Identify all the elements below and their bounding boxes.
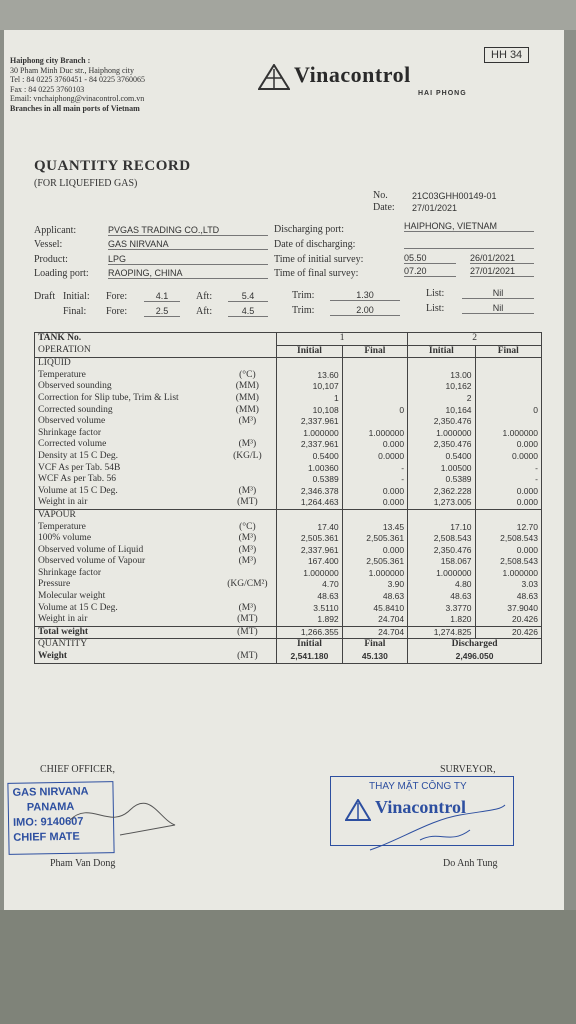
branch-email: Email: vnchaiphong@vinacontrol.com.vn bbox=[10, 94, 145, 103]
table-row bbox=[35, 533, 542, 545]
cell-tank2-initial: 1,273.005 bbox=[408, 497, 475, 509]
final-trim-label: Trim: bbox=[292, 305, 315, 316]
table-row bbox=[35, 370, 542, 382]
row-label: VAPOUR bbox=[35, 509, 219, 521]
record-date-label: Date: bbox=[373, 202, 395, 213]
cell-tank2-initial: 4.80 bbox=[408, 579, 475, 591]
product-value: LPG bbox=[108, 254, 268, 265]
cell-tank1-final bbox=[342, 381, 407, 393]
row-label: Corrected volume bbox=[35, 439, 219, 451]
product-label: Product: bbox=[34, 254, 68, 265]
section-liquid bbox=[35, 358, 542, 370]
discharging-port-value: HAIPHONG, VIETNAM bbox=[404, 221, 534, 232]
cell-tank1-initial: 0.5400 bbox=[277, 451, 342, 463]
cell-tank1-final: 48.63 bbox=[342, 591, 407, 603]
branch-tel: Tel : 84 0225 3760451 - 84 0225 3760065 bbox=[10, 75, 145, 84]
quantity-label: QUANTITY bbox=[35, 639, 219, 651]
final-survey-time: 07.20 bbox=[404, 266, 456, 277]
cell-tank2-final: 3.03 bbox=[475, 579, 541, 591]
stamp-flag: PANAMA bbox=[26, 800, 75, 814]
quantity-final-header: Final bbox=[342, 639, 407, 651]
initial-list-label: List: bbox=[426, 288, 445, 299]
cell-tank2-final: 1.000000 bbox=[475, 568, 541, 580]
row-label: Shrinkage factor bbox=[35, 428, 219, 440]
row-unit: (M³) bbox=[219, 545, 277, 557]
branch-fax: Fax : 84 0225 3760103 bbox=[10, 84, 85, 94]
row-label: Observed volume bbox=[35, 416, 219, 428]
cell-tank1-final: 0.000 bbox=[342, 439, 407, 451]
table-row bbox=[35, 405, 542, 417]
surveyor-signature bbox=[360, 800, 510, 865]
cell-tank1-final: 0.000 bbox=[342, 497, 407, 509]
row-unit: (M³) bbox=[219, 416, 277, 428]
cell-tank2-final: 0.000 bbox=[475, 439, 541, 451]
surveyor-name: Do Anh Tung bbox=[443, 858, 498, 869]
row-unit: (MM) bbox=[219, 381, 277, 393]
cell-tank1-final: - bbox=[342, 474, 407, 486]
table-row bbox=[35, 603, 542, 615]
row-unit bbox=[219, 509, 277, 521]
cell-tank1-final: - bbox=[342, 463, 407, 475]
branch-address-block bbox=[10, 56, 230, 113]
operation-label: OPERATION bbox=[35, 345, 219, 358]
cell-tank1-initial bbox=[277, 358, 342, 370]
cell-tank2-final: 20.426 bbox=[475, 626, 541, 639]
cell-tank2-initial bbox=[408, 358, 475, 370]
final-survey-label: Time of final survey: bbox=[274, 268, 359, 279]
cell-tank1-initial: 48.63 bbox=[277, 591, 342, 603]
stamp-imo: IMO: 9140607 bbox=[12, 815, 84, 829]
row-label: Temperature bbox=[35, 522, 219, 534]
row-label: Shrinkage factor bbox=[35, 568, 219, 580]
row-unit: (M³) bbox=[219, 486, 277, 498]
background-bottom bbox=[0, 910, 576, 1024]
row-label: Observed volume of Vapour bbox=[35, 556, 219, 568]
cell-tank2-initial: 2,508.543 bbox=[408, 533, 475, 545]
cell-tank2-final: 48.63 bbox=[475, 591, 541, 603]
stamp-company-line: THAY MẶT CÔNG TY bbox=[369, 781, 467, 792]
cell-tank2-initial: 1,274.825 bbox=[408, 626, 475, 639]
cell-tank1-initial: 10,108 bbox=[277, 405, 342, 417]
cell-tank1-initial bbox=[277, 509, 342, 521]
cell-tank2-initial: 158.067 bbox=[408, 556, 475, 568]
cell-tank1-initial: 2,337.961 bbox=[277, 416, 342, 428]
cell-tank1-final: 0.000 bbox=[342, 545, 407, 557]
initial-fore-label: Fore: bbox=[106, 291, 128, 302]
row-unit: (MM) bbox=[219, 393, 277, 405]
cell-tank1-final: 0 bbox=[342, 405, 407, 417]
row-unit: (MM) bbox=[219, 405, 277, 417]
row-label: Density at 15 C Deg. bbox=[35, 451, 219, 463]
cell-tank2-initial: 2,362.228 bbox=[408, 486, 475, 498]
form-code: HH 34 bbox=[484, 47, 529, 63]
row-label: Observed volume of Liquid bbox=[35, 545, 219, 557]
cell-tank1-initial: 1.00360 bbox=[277, 463, 342, 475]
cell-tank2-final bbox=[475, 393, 541, 405]
chief-officer-label: CHIEF OFFICER, bbox=[40, 764, 116, 775]
draft-label: Draft bbox=[34, 291, 56, 302]
cell-tank1-initial: 2,346.378 bbox=[277, 486, 342, 498]
initial-list-value: Nil bbox=[462, 288, 534, 299]
cell-tank2-final: 0.0000 bbox=[475, 451, 541, 463]
cell-tank2-initial: 3.3770 bbox=[408, 603, 475, 615]
table-row bbox=[35, 522, 542, 534]
draft-final-label: Final: bbox=[63, 306, 87, 317]
cell-tank2-final: 0.000 bbox=[475, 486, 541, 498]
initial-survey-date: 26/01/2021 bbox=[470, 253, 534, 264]
row-unit: (KG/CM²) bbox=[219, 579, 277, 591]
table-row bbox=[35, 579, 542, 591]
cell-tank1-initial: 2,505.361 bbox=[277, 533, 342, 545]
cell-tank1-final: 0.000 bbox=[342, 486, 407, 498]
loading-port-value: RAOPING, CHINA bbox=[108, 268, 268, 279]
discharging-port-label: Discharging port: bbox=[274, 224, 345, 235]
cell-tank1-final: 2,505.361 bbox=[342, 533, 407, 545]
cell-tank2-initial: 17.10 bbox=[408, 522, 475, 534]
cell-tank2-final bbox=[475, 381, 541, 393]
row-label: Observed sounding bbox=[35, 381, 219, 393]
cell-tank1-final bbox=[342, 416, 407, 428]
final-fore-label: Fore: bbox=[106, 306, 128, 317]
row-label: Temperature bbox=[35, 370, 219, 382]
cell-tank1-final: 24.704 bbox=[342, 626, 407, 639]
cell-tank1-initial: 13.60 bbox=[277, 370, 342, 382]
tank-2-final-header: Final bbox=[475, 345, 541, 358]
quantity-header-row bbox=[35, 639, 542, 651]
cell-tank1-final bbox=[342, 509, 407, 521]
quantity-initial-header: Initial bbox=[277, 639, 342, 651]
surveyor-label: SURVEYOR, bbox=[440, 764, 496, 775]
tank-2-initial-header: Initial bbox=[408, 345, 475, 358]
branch-address: 30 Pham Minh Duc str., Haiphong city bbox=[10, 65, 134, 75]
row-unit bbox=[219, 591, 277, 603]
applicant-value: PVGAS TRADING CO.,LTD bbox=[108, 225, 268, 236]
table-header-tank bbox=[35, 333, 542, 346]
final-fore-value: 2.5 bbox=[144, 306, 180, 317]
table-row bbox=[35, 451, 542, 463]
cell-tank1-initial: 10,107 bbox=[277, 381, 342, 393]
branches-note: Branches in all main ports of Vietnam bbox=[10, 103, 140, 113]
row-unit: (M³) bbox=[219, 556, 277, 568]
initial-trim-label: Trim: bbox=[292, 290, 315, 301]
weight-discharged: 2,496.050 bbox=[408, 651, 542, 663]
cell-tank2-final bbox=[475, 416, 541, 428]
cell-tank1-initial: 1.892 bbox=[277, 614, 342, 626]
cell-tank2-initial: 1.820 bbox=[408, 614, 475, 626]
row-label: Molecular weight bbox=[35, 591, 219, 603]
row-label: VCF As per Tab. 54B bbox=[35, 463, 219, 475]
document-title: QUANTITY RECORD bbox=[34, 158, 191, 174]
cell-tank2-initial: 0.5400 bbox=[408, 451, 475, 463]
cell-tank2-final: 20.426 bbox=[475, 614, 541, 626]
table-row bbox=[35, 591, 542, 603]
cell-tank1-initial: 167.400 bbox=[277, 556, 342, 568]
cell-tank2-initial: 1.000000 bbox=[408, 568, 475, 580]
cell-tank1-final bbox=[342, 393, 407, 405]
row-label: Volume at 15 C Deg. bbox=[35, 486, 219, 498]
cell-tank2-initial: 1.00500 bbox=[408, 463, 475, 475]
cell-tank2-final: - bbox=[475, 463, 541, 475]
cell-tank2-initial: 2 bbox=[408, 393, 475, 405]
row-label: Total weight bbox=[35, 626, 219, 639]
row-unit bbox=[219, 358, 277, 370]
cell-tank2-initial: 2,350.476 bbox=[408, 416, 475, 428]
row-unit: (MT) bbox=[219, 614, 277, 626]
cell-tank1-initial: 1.000000 bbox=[277, 568, 342, 580]
cell-tank1-final: 1.000000 bbox=[342, 568, 407, 580]
cell-tank2-initial: 2,350.476 bbox=[408, 439, 475, 451]
cell-tank1-final bbox=[342, 358, 407, 370]
row-label: Volume at 15 C Deg. bbox=[35, 603, 219, 615]
total-weight-row bbox=[35, 626, 542, 639]
cell-tank2-final: 12.70 bbox=[475, 522, 541, 534]
final-list-label: List: bbox=[426, 303, 445, 314]
row-label: Corrected sounding bbox=[35, 405, 219, 417]
cell-tank2-initial: 48.63 bbox=[408, 591, 475, 603]
cell-tank1-initial: 4.70 bbox=[277, 579, 342, 591]
row-unit: (°C) bbox=[219, 522, 277, 534]
table-row bbox=[35, 416, 542, 428]
cell-tank1-final bbox=[342, 370, 407, 382]
cell-tank2-final bbox=[475, 509, 541, 521]
cell-tank1-initial: 1,266.355 bbox=[277, 626, 342, 639]
stamp-company-logo: Vinacontrol bbox=[375, 797, 467, 817]
cell-tank2-initial: 1.000000 bbox=[408, 428, 475, 440]
cell-tank2-initial: 0.5389 bbox=[408, 474, 475, 486]
cell-tank2-final bbox=[475, 370, 541, 382]
loading-port-label: Loading port: bbox=[34, 268, 89, 279]
initial-survey-label: Time of initial survey: bbox=[274, 254, 364, 265]
row-unit: (M³) bbox=[219, 533, 277, 545]
tank-1-initial-header: Initial bbox=[277, 345, 342, 358]
initial-aft-label: Aft: bbox=[196, 291, 213, 302]
initial-survey-time: 05.50 bbox=[404, 253, 456, 264]
initial-trim-value: 1.30 bbox=[330, 290, 400, 301]
table-row bbox=[35, 393, 542, 405]
tank-no-label: TANK No. bbox=[35, 333, 219, 346]
row-unit bbox=[219, 474, 277, 486]
table-row bbox=[35, 545, 542, 557]
row-unit: (°C) bbox=[219, 370, 277, 382]
draft-initial-label: Initial: bbox=[63, 291, 90, 302]
cell-tank2-initial: 13.00 bbox=[408, 370, 475, 382]
row-label: Pressure bbox=[35, 579, 219, 591]
table-row bbox=[35, 474, 542, 486]
initial-aft-value: 5.4 bbox=[228, 291, 268, 302]
vessel-label: Vessel: bbox=[34, 239, 63, 250]
row-unit bbox=[219, 463, 277, 475]
table-row bbox=[35, 614, 542, 626]
tank-1-final-header: Final bbox=[342, 345, 407, 358]
cell-tank1-initial: 2,337.961 bbox=[277, 545, 342, 557]
row-label: Correction for Slip tube, Trim & List bbox=[35, 393, 219, 405]
row-label: Weight in air bbox=[35, 497, 219, 509]
section-vapour bbox=[35, 509, 542, 521]
chief-officer-signature bbox=[60, 790, 180, 845]
row-unit: (MT) bbox=[219, 497, 277, 509]
row-unit: (M³) bbox=[219, 439, 277, 451]
quantity-discharged-header: Discharged bbox=[408, 639, 542, 651]
cell-tank1-final: 2,505.361 bbox=[342, 556, 407, 568]
row-unit bbox=[219, 568, 277, 580]
cell-tank1-initial: 1,264.463 bbox=[277, 497, 342, 509]
applicant-label: Applicant: bbox=[34, 225, 77, 236]
cell-tank1-initial: 0.5389 bbox=[277, 474, 342, 486]
background-top bbox=[0, 0, 576, 30]
table-row bbox=[35, 486, 542, 498]
cell-tank1-final: 45.8410 bbox=[342, 603, 407, 615]
cell-tank1-initial: 17.40 bbox=[277, 522, 342, 534]
tank-1-header: 1 bbox=[277, 333, 408, 346]
cell-tank2-final: 2,508.543 bbox=[475, 533, 541, 545]
cell-tank2-final: 0.000 bbox=[475, 497, 541, 509]
row-label: LIQUID bbox=[35, 358, 219, 370]
weight-initial: 2,541.180 bbox=[277, 651, 342, 663]
row-label: 100% volume bbox=[35, 533, 219, 545]
record-date: 27/01/2021 bbox=[412, 203, 458, 213]
cell-tank2-final: 0.000 bbox=[475, 545, 541, 557]
weight-unit: (MT) bbox=[219, 651, 277, 663]
vessel-value: GAS NIRVANA bbox=[108, 239, 268, 250]
cell-tank2-final: 1.000000 bbox=[475, 428, 541, 440]
final-aft-value: 4.5 bbox=[228, 306, 268, 317]
table-header-operation bbox=[35, 345, 542, 358]
final-list-value: Nil bbox=[462, 303, 534, 314]
cell-tank1-initial: 1 bbox=[277, 393, 342, 405]
cell-tank1-final: 1.000000 bbox=[342, 428, 407, 440]
cell-tank2-final: 0 bbox=[475, 405, 541, 417]
logo-text: Vinacontrol bbox=[294, 62, 411, 87]
final-aft-label: Aft: bbox=[196, 306, 213, 317]
cell-tank1-final: 13.45 bbox=[342, 522, 407, 534]
record-no-label: No. bbox=[373, 190, 388, 201]
row-unit: (KG/L) bbox=[219, 451, 277, 463]
table-row bbox=[35, 556, 542, 568]
cell-tank2-initial: 10,162 bbox=[408, 381, 475, 393]
row-unit bbox=[219, 428, 277, 440]
record-no: 21C03GHH00149-01 bbox=[412, 191, 497, 201]
date-discharging-label: Date of discharging: bbox=[274, 239, 356, 250]
tank-2-header: 2 bbox=[408, 333, 542, 346]
final-trim-value: 2.00 bbox=[330, 305, 400, 316]
table-row bbox=[35, 497, 542, 509]
cell-tank2-final: 37.9040 bbox=[475, 603, 541, 615]
cell-tank2-final bbox=[475, 358, 541, 370]
logo-icon bbox=[258, 64, 290, 95]
cell-tank1-final: 24.704 bbox=[342, 614, 407, 626]
cell-tank2-final: 2,508.543 bbox=[475, 556, 541, 568]
table-row bbox=[35, 439, 542, 451]
weight-row bbox=[35, 651, 542, 663]
chief-officer-name: Pham Van Dong bbox=[50, 858, 116, 869]
stamp-rank: CHIEF MATE bbox=[13, 830, 80, 844]
row-unit: (MT) bbox=[219, 626, 277, 639]
cell-tank1-initial: 2,337.961 bbox=[277, 439, 342, 451]
cell-tank1-initial: 1.000000 bbox=[277, 428, 342, 440]
table-row bbox=[35, 428, 542, 440]
cell-tank2-initial bbox=[408, 509, 475, 521]
initial-fore-value: 4.1 bbox=[144, 291, 180, 302]
quantity-table bbox=[34, 332, 542, 664]
cell-tank2-initial: 10,164 bbox=[408, 405, 475, 417]
table-row bbox=[35, 568, 542, 580]
branch-name: Haiphong city Branch : bbox=[10, 56, 91, 65]
weight-label: Weight bbox=[35, 651, 219, 663]
final-survey-date: 27/01/2021 bbox=[470, 266, 534, 277]
cell-tank2-final: - bbox=[475, 474, 541, 486]
table-row bbox=[35, 463, 542, 475]
logo-subtitle: HAI PHONG bbox=[418, 90, 467, 97]
weight-final: 45.130 bbox=[342, 651, 407, 663]
row-label: Weight in air bbox=[35, 614, 219, 626]
document-subtitle: (FOR LIQUEFIED GAS) bbox=[34, 178, 138, 189]
cell-tank2-initial: 2,350.476 bbox=[408, 545, 475, 557]
row-unit: (M³) bbox=[219, 603, 277, 615]
row-label: WCF As per Tab. 56 bbox=[35, 474, 219, 486]
cell-tank1-final: 0.0000 bbox=[342, 451, 407, 463]
date-discharging-value bbox=[404, 238, 534, 249]
stamp-vessel-name: GAS NIRVANA bbox=[12, 785, 89, 799]
cell-tank1-final: 3.90 bbox=[342, 579, 407, 591]
table-row bbox=[35, 381, 542, 393]
cell-tank1-initial: 3.5110 bbox=[277, 603, 342, 615]
